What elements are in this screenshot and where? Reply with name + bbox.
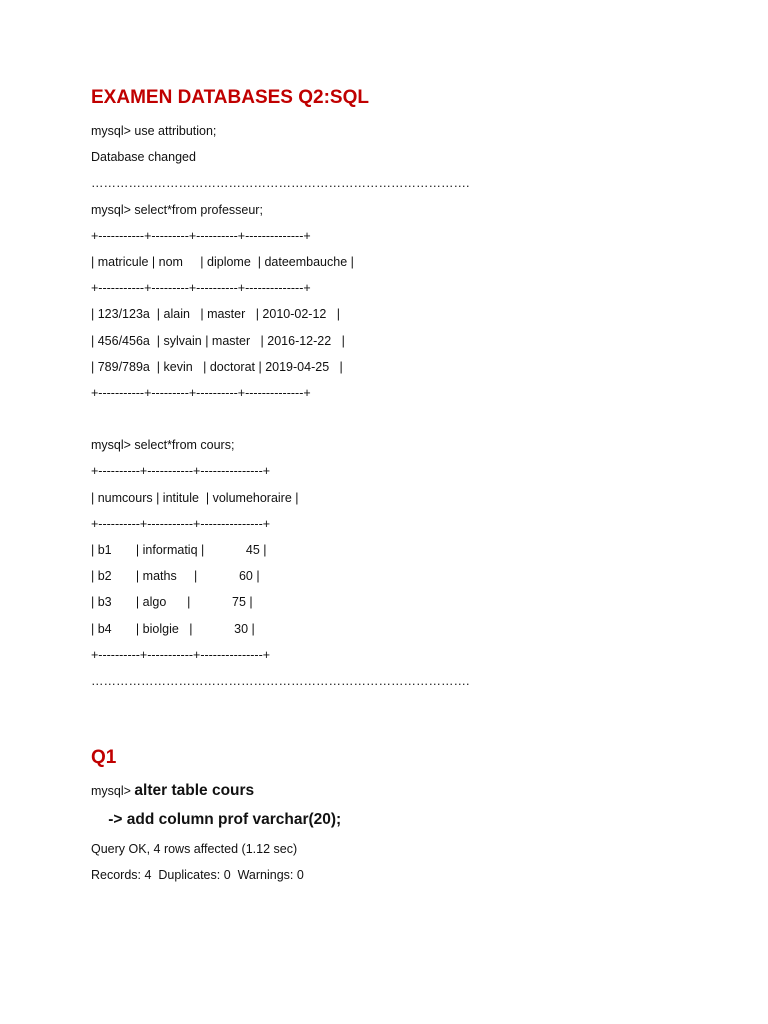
table-border: +----------+-----------+---------------+ bbox=[91, 516, 271, 531]
text-line: mysql> select*from professeur; bbox=[91, 202, 263, 217]
section-heading-q1: Q1 bbox=[91, 747, 117, 769]
q1-result: Query OK, 4 rows affected (1.12 sec) bbox=[91, 842, 298, 857]
text-line: mysql> use attribution; bbox=[91, 124, 217, 138]
separator-line: ………………………………………………………………………………. bbox=[91, 673, 470, 688]
q1-result: Records: 4 Duplicates: 0 Warnings: 0 bbox=[91, 868, 304, 883]
document-page bbox=[91, 86, 731, 889]
table-row: | 789/789a | kevin | doctorat | 2019-04-25 | bbox=[91, 359, 343, 374]
q1-command-line bbox=[91, 778, 731, 804]
text-line: Database changed bbox=[91, 150, 196, 165]
table-header-row: | matricule | nom | diplome | dateembauche | bbox=[91, 254, 354, 269]
table-border: +-----------+---------+----------+--------------+ bbox=[91, 281, 311, 296]
table-border: +----------+-----------+---------------+ bbox=[91, 647, 271, 662]
table-header-row: | numcours | intitule | volumehoraire | bbox=[91, 490, 299, 505]
q1-command-continuation: -> add column prof varchar(20); bbox=[91, 811, 342, 829]
table-border: +-----------+---------+----------+--------------+ bbox=[91, 385, 311, 400]
table-border: +-----------+---------+----------+--------------+ bbox=[91, 228, 311, 243]
table-border: +----------+-----------+---------------+ bbox=[91, 464, 271, 479]
blank-line bbox=[91, 406, 731, 432]
mysql-prompt: mysql> bbox=[91, 784, 135, 799]
table-row: | b4 | biolgie | 30 | bbox=[91, 621, 255, 636]
table-row: | 123/123a | alain | master | 2010-02-12 | bbox=[91, 307, 341, 322]
table-row: | b3 | algo | 75 | bbox=[91, 595, 253, 610]
table-row: | 456/456a | sylvain | master | 2016-12-22 | bbox=[91, 333, 345, 348]
document-title: EXAMEN DATABASES Q2:SQL bbox=[91, 87, 369, 108]
separator-line: ………………………………………………………………………………. bbox=[91, 176, 470, 191]
q1-command: alter table cours bbox=[134, 782, 255, 800]
text-line: mysql> select*from cours; bbox=[91, 438, 235, 453]
table-row: | b2 | maths | 60 | bbox=[91, 569, 260, 584]
table-row: | b1 | informatiq | 45 | bbox=[91, 543, 267, 557]
